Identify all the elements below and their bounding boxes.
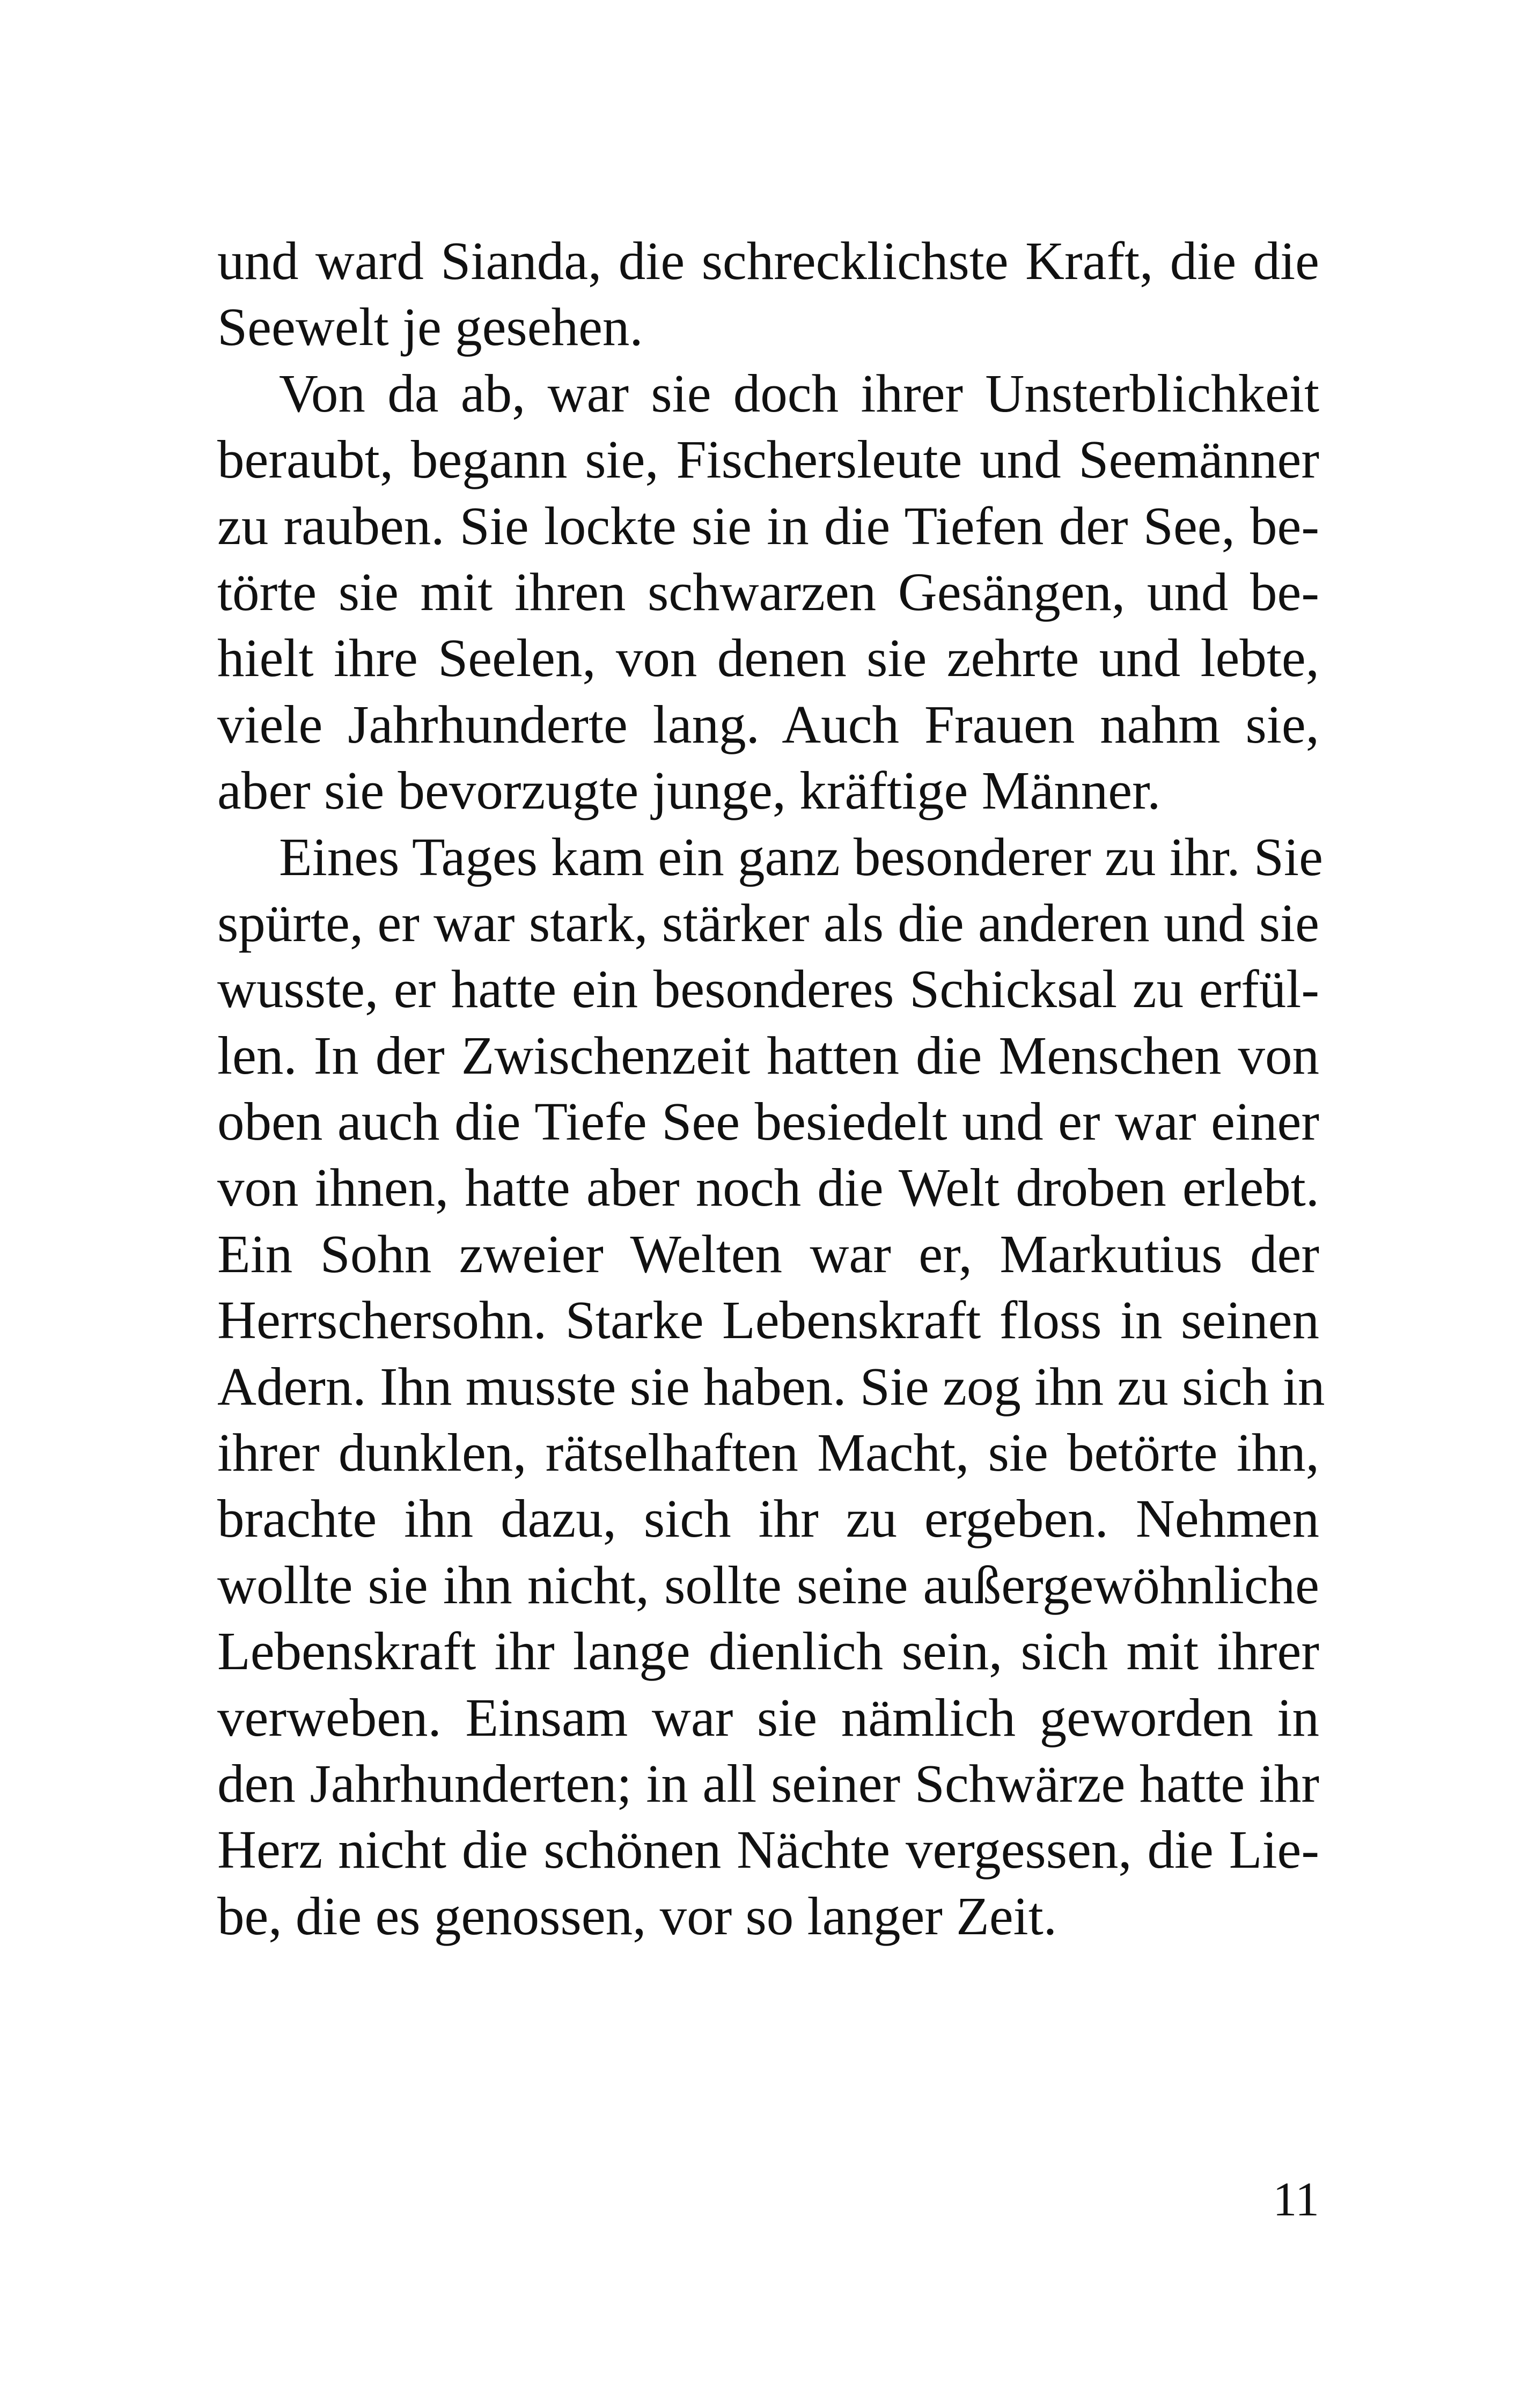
text-line: törte sie mit ihren schwarzen Gesängen, und be- bbox=[217, 561, 1319, 622]
text-line: hielt ihre Seelen, von denen sie zehrte und lebte, bbox=[217, 628, 1319, 688]
text-line: von ihnen, hatte aber noch die Welt droben erlebt. bbox=[217, 1157, 1319, 1218]
text-line: Ein Sohn zweier Welten war er, Markutius der bbox=[217, 1223, 1319, 1284]
text-line: Lebenskraft ihr lange dienlich sein, sich mit ihrer bbox=[217, 1621, 1319, 1682]
text-line: zu rauben. Sie lockte sie in die Tiefen der See, be- bbox=[217, 495, 1319, 556]
text-line: wollte sie ihn nicht, sollte seine außergewöhnliche bbox=[217, 1554, 1319, 1615]
text-line: ihrer dunklen, rätselhaften Macht, sie betörte ihn, bbox=[217, 1422, 1319, 1483]
page-number: 11 bbox=[1273, 2173, 1319, 2226]
text-line: aber sie bevorzugte junge, kräftige Männer. bbox=[217, 760, 1161, 821]
text-line: Herrschersohn. Starke Lebenskraft floss in seinen bbox=[217, 1290, 1319, 1350]
text-line: und ward Sianda, die schrecklichste Kraft, die die bbox=[217, 231, 1319, 291]
text-line: brachte ihn dazu, sich ihr zu ergeben. Nehmen bbox=[217, 1488, 1319, 1549]
text-line: Eines Tages kam ein ganz besonderer zu ihr. Sie bbox=[279, 826, 1323, 887]
text-line: Herz nicht die schönen Nächte vergessen, die Lie- bbox=[217, 1819, 1319, 1880]
text-line: Seewelt je gesehen. bbox=[217, 297, 643, 357]
text-line: be, die es genossen, vor so langer Zeit. bbox=[217, 1885, 1057, 1946]
text-line: beraubt, begann sie, Fischersleute und Seemänner bbox=[217, 429, 1319, 490]
text-line: Von da ab, war sie doch ihrer Unsterblichkeit bbox=[279, 363, 1319, 423]
body-text bbox=[217, 228, 1325, 1949]
text-line: den Jahrhunderten; in all seiner Schwärze hatte ihr bbox=[217, 1753, 1319, 1814]
text-line: oben auch die Tiefe See besiedelt und er war einer bbox=[217, 1091, 1319, 1152]
text-line: spürte, er war stark, stärker als die anderen und sie bbox=[217, 892, 1319, 953]
text-line: verweben. Einsam war sie nämlich geworden in bbox=[217, 1687, 1319, 1748]
text-line: wusste, er hatte ein besonderes Schicksal zu erfül- bbox=[217, 959, 1319, 1019]
text-line: viele Jahrhunderte lang. Auch Frauen nahm sie, bbox=[217, 694, 1319, 754]
text-line: len. In der Zwischenzeit hatten die Menschen von bbox=[217, 1025, 1319, 1085]
text-line: Adern. Ihn musste sie haben. Sie zog ihn zu sich in bbox=[217, 1356, 1325, 1416]
